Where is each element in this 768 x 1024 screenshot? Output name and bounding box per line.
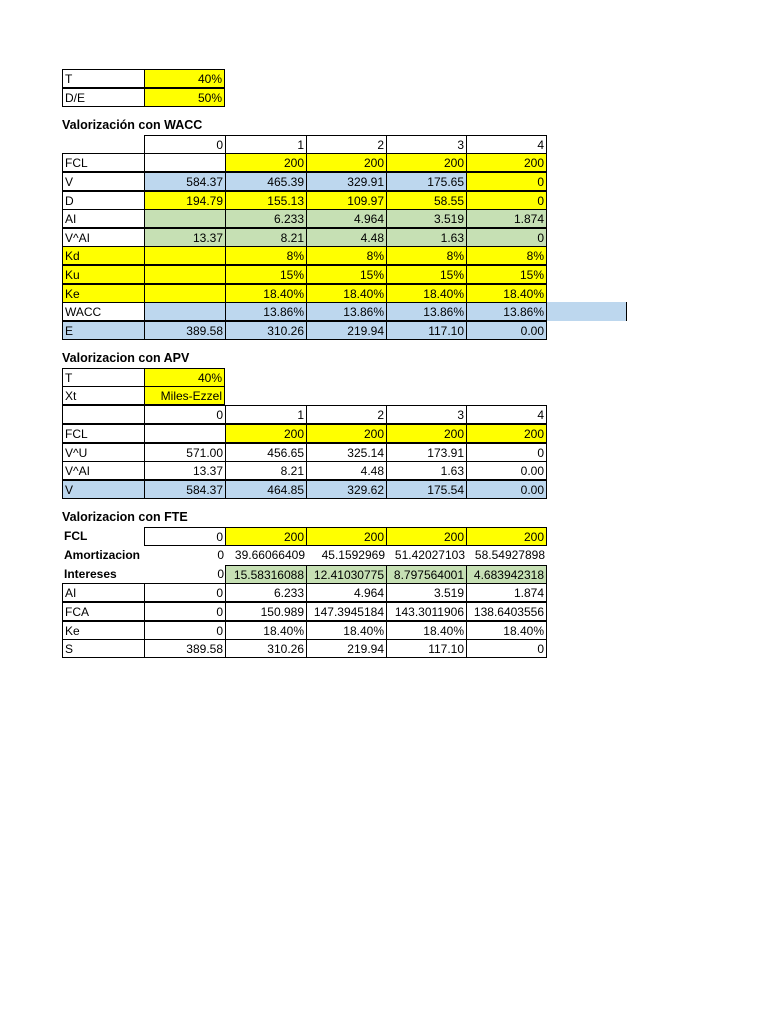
table-cell[interactable]: 219.94 (306, 321, 387, 340)
table-cell[interactable]: 194.79 (144, 191, 226, 210)
table-cell[interactable]: 329.62 (306, 480, 387, 499)
table-cell[interactable]: 1.63 (386, 461, 467, 480)
wacc-title: Valorización con WACC (62, 118, 203, 132)
row-label[interactable]: Intereses (64, 567, 117, 581)
table-cell[interactable]: 4.683942318 (466, 565, 547, 584)
table-cell[interactable]: 15.58316088 (225, 565, 307, 584)
param-label[interactable]: Xt (62, 386, 145, 405)
table-cell[interactable]: 13.86% (386, 302, 467, 321)
table-cell[interactable]: 15% (225, 265, 307, 284)
param-value[interactable]: 50% (144, 88, 225, 107)
table-cell[interactable]: 1.874 (466, 209, 547, 228)
table-cell[interactable] (144, 153, 226, 172)
table-cell[interactable]: 0 (466, 639, 547, 658)
selected-cell[interactable] (547, 302, 627, 321)
table-cell[interactable]: 6.233 (225, 209, 307, 228)
period-header[interactable]: 4 (466, 135, 547, 154)
table-cell[interactable]: 0.00 (466, 461, 547, 480)
table-cell[interactable]: 51.42027103 (394, 548, 465, 562)
param-value[interactable]: Miles-Ezzel (144, 386, 225, 405)
row-label[interactable]: V^AI (62, 228, 145, 247)
table-cell[interactable]: 147.3945184 (306, 602, 387, 621)
table-cell[interactable]: 58.54927898 (474, 548, 545, 562)
row-label[interactable]: FCL (62, 424, 145, 443)
table-cell[interactable]: 465.39 (225, 172, 307, 191)
table-cell[interactable]: 8% (306, 246, 387, 265)
table-cell[interactable]: 175.65 (386, 172, 467, 191)
period-header[interactable]: 0 (144, 135, 226, 154)
param-value[interactable]: 40% (144, 368, 225, 387)
period-header[interactable]: 2 (306, 135, 387, 154)
table-cell[interactable] (144, 265, 226, 284)
table-cell[interactable]: 18.40% (386, 621, 467, 640)
table-cell[interactable]: 0 (466, 228, 547, 247)
table-cell[interactable]: 39.66066409 (234, 548, 305, 562)
period-header[interactable]: 2 (306, 405, 387, 424)
row-label[interactable]: AI (62, 209, 145, 228)
table-cell[interactable]: 389.58 (144, 321, 226, 340)
row-label[interactable]: V^U (62, 443, 145, 462)
table-cell[interactable]: 571.00 (144, 443, 226, 462)
table-cell[interactable]: 15% (466, 265, 547, 284)
table-cell[interactable]: 18.40% (466, 621, 547, 640)
table-cell[interactable]: 200 (466, 153, 547, 172)
table-cell[interactable] (62, 405, 145, 424)
table-cell[interactable]: 0.00 (466, 480, 547, 499)
row-label[interactable]: Ku (62, 265, 145, 284)
table-cell[interactable]: 150.989 (225, 602, 307, 621)
param-label[interactable]: T (62, 368, 145, 387)
table-cell[interactable]: 200 (466, 527, 547, 546)
table-cell[interactable]: 200 (306, 153, 387, 172)
period-header[interactable]: 1 (225, 135, 307, 154)
table-cell[interactable]: 456.65 (225, 443, 307, 462)
table-cell[interactable]: 18.40% (225, 621, 307, 640)
table-cell[interactable]: 173.91 (386, 443, 467, 462)
table-cell[interactable]: 0 (466, 191, 547, 210)
period-header[interactable]: 0 (144, 405, 226, 424)
table-cell[interactable] (144, 284, 226, 303)
table-cell[interactable]: 200 (386, 527, 467, 546)
table-cell[interactable]: 18.40% (306, 621, 387, 640)
row-label[interactable]: WACC (62, 302, 145, 321)
table-cell[interactable]: 8% (386, 246, 467, 265)
table-cell[interactable]: 13.86% (306, 302, 387, 321)
table-cell[interactable]: 18.40% (386, 284, 467, 303)
param-value[interactable]: 40% (144, 69, 225, 88)
table-cell[interactable]: 389.58 (144, 639, 226, 658)
row-label[interactable]: FCA (62, 602, 145, 621)
row-label[interactable]: V^AI (62, 461, 145, 480)
table-cell[interactable]: 325.14 (306, 443, 387, 462)
row-label[interactable]: V (62, 480, 145, 499)
table-cell[interactable]: 6.233 (225, 583, 307, 602)
table-cell[interactable]: 13.86% (466, 302, 547, 321)
table-cell[interactable]: 15% (386, 265, 467, 284)
table-cell[interactable]: 200 (225, 527, 307, 546)
table-cell[interactable]: 0 (144, 527, 226, 546)
table-cell[interactable] (144, 302, 226, 321)
table-cell[interactable]: 219.94 (306, 639, 387, 658)
period-header[interactable]: 3 (386, 405, 467, 424)
table-cell[interactable]: 0 (144, 621, 226, 640)
table-cell[interactable]: 8.797564001 (386, 565, 467, 584)
table-cell[interactable]: 18.40% (306, 284, 387, 303)
period-header[interactable]: 4 (466, 405, 547, 424)
table-cell[interactable]: 0 (144, 602, 226, 621)
table-cell[interactable]: 8.21 (225, 228, 307, 247)
apv-title: Valorizacion con APV (62, 351, 190, 365)
table-cell[interactable]: 4.48 (306, 461, 387, 480)
table-cell[interactable]: 4.48 (306, 228, 387, 247)
table-cell[interactable]: 310.26 (225, 639, 307, 658)
table-cell[interactable]: 200 (466, 424, 547, 443)
row-label[interactable]: Kd (62, 246, 145, 265)
table-cell[interactable]: 200 (225, 153, 307, 172)
table-cell[interactable]: 584.37 (144, 480, 226, 499)
table-cell[interactable]: 13.86% (225, 302, 307, 321)
row-label[interactable]: FCL (62, 153, 145, 172)
table-cell[interactable]: 12.41030775 (306, 565, 387, 584)
row-label[interactable]: FCL (64, 529, 88, 543)
table-cell[interactable]: 200 (386, 153, 467, 172)
table-cell[interactable]: 200 (306, 527, 387, 546)
table-cell[interactable]: 200 (225, 424, 307, 443)
table-cell[interactable] (144, 424, 226, 443)
table-cell[interactable]: 109.97 (306, 191, 387, 210)
table-cell[interactable]: 4.964 (306, 209, 387, 228)
table-cell[interactable]: 200 (386, 424, 467, 443)
table-cell[interactable]: 8% (225, 246, 307, 265)
table-cell[interactable]: 1.874 (466, 583, 547, 602)
table-cell[interactable]: 18.40% (466, 284, 547, 303)
table-cell[interactable]: 155.13 (225, 191, 307, 210)
table-cell[interactable]: 464.85 (225, 480, 307, 499)
row-label[interactable]: Amortizacion (64, 548, 141, 562)
table-cell[interactable]: 138.6403556 (466, 602, 547, 621)
row-label[interactable]: E (62, 321, 145, 340)
table-cell[interactable]: 175.54 (386, 480, 467, 499)
table-cell[interactable]: 584.37 (144, 172, 226, 191)
table-cell[interactable]: 3.519 (386, 583, 467, 602)
table-cell[interactable]: 0 (144, 583, 226, 602)
table-cell[interactable]: 4.964 (306, 583, 387, 602)
table-cell[interactable]: 13.37 (144, 228, 226, 247)
table-cell[interactable]: 1.63 (386, 228, 467, 247)
table-cell[interactable]: 45.1592969 (321, 548, 385, 562)
param-label[interactable]: T (62, 69, 145, 88)
table-cell[interactable]: 3.519 (386, 209, 467, 228)
table-cell[interactable]: 8.21 (225, 461, 307, 480)
row-label[interactable]: Ke (62, 621, 145, 640)
table-cell[interactable]: 0 (217, 548, 224, 562)
row-label[interactable]: Ke (62, 284, 145, 303)
table-cell[interactable]: 18.40% (225, 284, 307, 303)
table-cell[interactable]: 200 (306, 424, 387, 443)
table-cell[interactable]: 117.10 (386, 639, 467, 658)
row-label[interactable]: V (62, 172, 145, 191)
row-label[interactable]: S (62, 639, 145, 658)
table-cell[interactable]: 117.10 (386, 321, 467, 340)
table-cell[interactable]: 13.37 (144, 461, 226, 480)
table-cell[interactable]: 15% (306, 265, 387, 284)
row-label[interactable]: AI (62, 583, 145, 602)
table-cell[interactable]: 0 (466, 443, 547, 462)
table-cell[interactable]: 8% (466, 246, 547, 265)
period-header[interactable]: 1 (225, 405, 307, 424)
table-cell[interactable]: 310.26 (225, 321, 307, 340)
table-cell[interactable]: 329.91 (306, 172, 387, 191)
fte-title: Valorizacion con FTE (62, 510, 188, 524)
table-cell[interactable] (144, 209, 226, 228)
param-label[interactable]: D/E (62, 88, 145, 107)
period-header[interactable]: 3 (386, 135, 467, 154)
table-cell[interactable]: 0 (217, 567, 224, 581)
table-cell[interactable]: 0.00 (466, 321, 547, 340)
table-cell[interactable]: 58.55 (386, 191, 467, 210)
table-cell[interactable] (144, 246, 226, 265)
table-cell[interactable]: 143.3011906 (386, 602, 467, 621)
row-label[interactable]: D (62, 191, 145, 210)
table-cell[interactable]: 0 (466, 172, 547, 191)
